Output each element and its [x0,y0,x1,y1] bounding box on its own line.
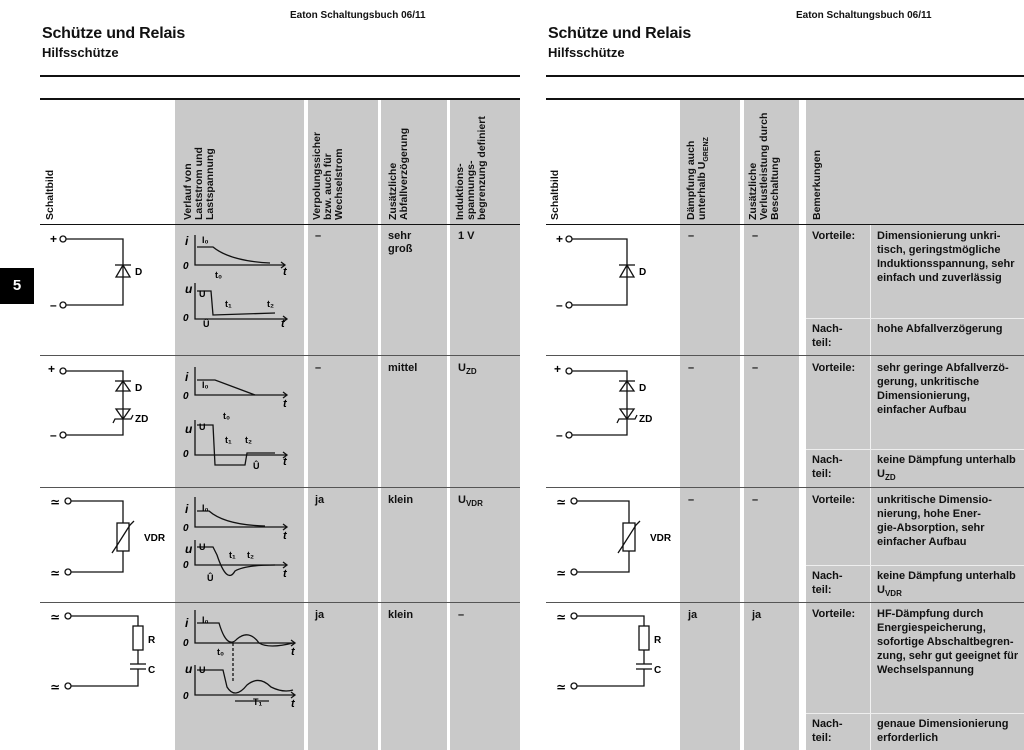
svg-text:t₀: t₀ [223,411,231,421]
cell-abfall-2: mittel [388,362,418,374]
svg-text:≃: ≃ [50,610,61,624]
page-title: Schütze und Relais [42,25,186,42]
circuit-rc [65,613,146,689]
cell-verpolung-4: ja [315,609,325,621]
svg-text:U: U [199,665,206,675]
vorteile-label-1: Vorteile: [812,230,856,242]
cell-daempfung-2: – [688,362,695,374]
header-bemerkungen: Bemerkungen [811,149,823,220]
label-d: D [135,267,143,278]
svg-text:t₁: t₁ [229,550,236,560]
svg-text:C: C [148,665,156,676]
svg-text:t: t [283,398,287,410]
svg-text:u: u [185,662,193,676]
vorteile-label-3: Vorteile: [812,494,856,506]
svg-text:0: 0 [183,691,189,702]
remark-separator [806,449,1024,450]
nachteil-text-4: genaue Dimensionierung erforderlich [877,718,1009,744]
svg-text:≃: ≃ [556,495,567,509]
svg-text:U: U [199,542,206,552]
svg-text:u: u [185,422,193,436]
top-rule [40,75,520,77]
svg-text:Û: Û [253,461,260,471]
svg-text:t₀: t₀ [215,270,223,280]
label-minus: – [50,298,57,312]
vorteile-text-1: Dimensionierung unkri- tisch, geringstmögliche Induktionsspannung, sehr einfach und zuverlässig [877,230,1015,284]
svg-text:u: u [185,282,193,296]
header-verlust: Zusätzliche Verlustleistung durch Beschaltung [747,112,781,220]
svg-text:D: D [639,383,647,394]
current-voltage-graphs [175,225,304,750]
cell-verpolung-1: – [315,230,322,242]
svg-text:t: t [283,266,287,278]
header-schaltbild: Schaltbild [44,169,56,220]
vorteile-label-4: Vorteile: [812,608,856,620]
cell-induktion-3: $U_{VDR}$ [458,494,483,509]
svg-text:D: D [135,383,143,394]
svg-text:0: 0 [183,391,189,402]
cell-induktion-4: – [458,609,465,621]
svg-text:Û: Û [207,573,214,583]
svg-text:t: t [291,698,295,710]
publication-name: Eaton Schaltungsbuch 06/11 [290,10,426,21]
cell-abfall-4: klein [388,609,414,621]
svg-text:–: – [556,428,563,442]
page-subtitle-right: Hilfsschütze [548,45,625,60]
header-schaltbild-right: Schaltbild [549,169,561,220]
svg-text:–: – [556,298,563,312]
header-verpolung: Verpolungssicher bzw. auch für Wechselstrom [311,131,345,220]
header-induktion: Induktions- spannungs- begrenzung definiert [454,116,488,220]
svg-text:i: i [185,502,189,516]
header-abfall: Zusätzliche Abfallverzögerung [387,127,410,220]
remark-separator [806,565,1024,566]
cell-abfall-3: klein [388,494,414,506]
svg-text:R: R [654,635,662,646]
svg-text:I₀: I₀ [202,380,209,390]
svg-text:D: D [639,267,647,278]
section-tab: 5 [0,268,34,304]
svg-text:VDR: VDR [144,533,166,544]
svg-text:0: 0 [183,261,189,272]
svg-text:I₀: I₀ [202,615,209,625]
nachteil-label-2: Nach- teil: [812,454,843,480]
cell-verlust-3: – [752,494,759,506]
svg-text:t₁: t₁ [225,299,232,309]
svg-text:t₁: t₁ [225,435,232,445]
cell-daempfung-4: ja [688,609,698,621]
svg-text:t₂: t₂ [245,435,252,445]
nachteil-label-4: Nach- teil: [812,718,843,744]
svg-text:≃: ≃ [556,566,567,580]
cell-induktion-1: 1 V [458,230,475,242]
svg-text:≃: ≃ [556,610,567,624]
vorteile-text-2: sehr geringe Abfallverzö- gerung, unkritische Dimensionierung, einfacher Aufbau [877,362,1009,416]
page-title-right: Schütze und Relais [548,25,692,42]
svg-text:+: + [554,362,562,376]
svg-text:t₂: t₂ [267,299,274,309]
svg-text:R: R [148,635,156,646]
cell-verpolung-2: – [315,362,322,374]
page-subtitle: Hilfsschütze [42,45,119,60]
svg-text:t: t [283,530,287,542]
label-plus: + [50,232,58,246]
svg-text:C: C [654,665,662,676]
header-verlauf: Verlauf von Laststrom und Lastspannung [182,147,216,220]
vorteile-text-3: unkritische Dimensio- nierung, hohe Ener- gie-Absorption, sehr einfacher Aufbau [877,494,992,548]
remark-separator [806,713,1024,714]
svg-text:+: + [556,232,564,246]
svg-text:T₁: T₁ [253,697,263,707]
cell-abfall-1: sehr groß [388,230,413,255]
cell-verpolung-3: ja [315,494,325,506]
header-daempfung: Dämpfung auch unterhalb $U_{GRENZ}$ [685,137,711,220]
svg-text:t: t [283,568,287,580]
svg-text:I₀: I₀ [202,503,209,513]
nachteil-text-1: hohe Abfallverzögerung [877,323,1003,335]
circuit-diagrams-right [546,225,680,750]
svg-text:U: U [199,422,206,432]
svg-text:u: u [185,542,193,556]
cell-daempfung-3: – [688,494,695,506]
nachteil-text-2: keine Dämpfung unterhalb $U_{ZD}$ [877,454,1016,483]
svg-text:i: i [185,616,189,630]
circuit-vdr [65,498,134,575]
svg-text:t₂: t₂ [247,550,254,560]
svg-text:–: – [50,428,57,442]
svg-text:0: 0 [183,523,189,534]
svg-text:i: i [185,234,189,248]
top-rule-right [546,75,1024,77]
svg-text:t₀: t₀ [217,647,225,657]
svg-text:ZD: ZD [135,414,149,425]
vorteile-text-4: HF-Dämpfung durch Energiespeicherung, sofortige Abschaltbegren- zung, sehr gut geeignet für Wechselspannung [877,608,1019,676]
svg-text:Û: Û [203,319,210,329]
svg-text:+: + [48,362,56,376]
svg-text:0: 0 [183,449,189,460]
svg-text:0: 0 [183,313,189,324]
nachteil-label-3: Nach- teil: [812,570,843,596]
svg-text:i: i [185,370,189,384]
svg-text:≃: ≃ [556,680,567,694]
svg-text:ZD: ZD [639,414,653,425]
cell-verlust-1: – [752,230,759,242]
publication-name-right: Eaton Schaltungsbuch 06/11 [796,10,932,21]
cell-daempfung-1: – [688,230,695,242]
svg-text:≃: ≃ [50,495,61,509]
svg-text:≃: ≃ [50,680,61,694]
cell-induktion-2: $U_{ZD}$ [458,362,477,377]
nachteil-label-1: Nach- teil: [812,323,843,349]
svg-text:0: 0 [183,560,189,571]
svg-text:≃: ≃ [50,566,61,580]
circuit-diode-zener [60,368,133,438]
svg-text:U: U [199,289,206,299]
svg-text:t: t [291,646,295,658]
vorteile-label-2: Vorteile: [812,362,856,374]
svg-text:I₀: I₀ [202,235,209,245]
svg-text:0: 0 [183,638,189,649]
cell-verlust-2: – [752,362,759,374]
nachteil-text-3: keine Dämpfung unterhalb $U_{VDR}$ [877,570,1016,599]
remark-separator [806,318,1024,319]
svg-text:t: t [283,456,287,468]
cell-verlust-4: ja [752,609,762,621]
circuit-diode [60,236,131,308]
circuit-diagrams-left [40,225,175,750]
svg-text:t: t [281,318,285,330]
svg-text:VDR: VDR [650,533,672,544]
